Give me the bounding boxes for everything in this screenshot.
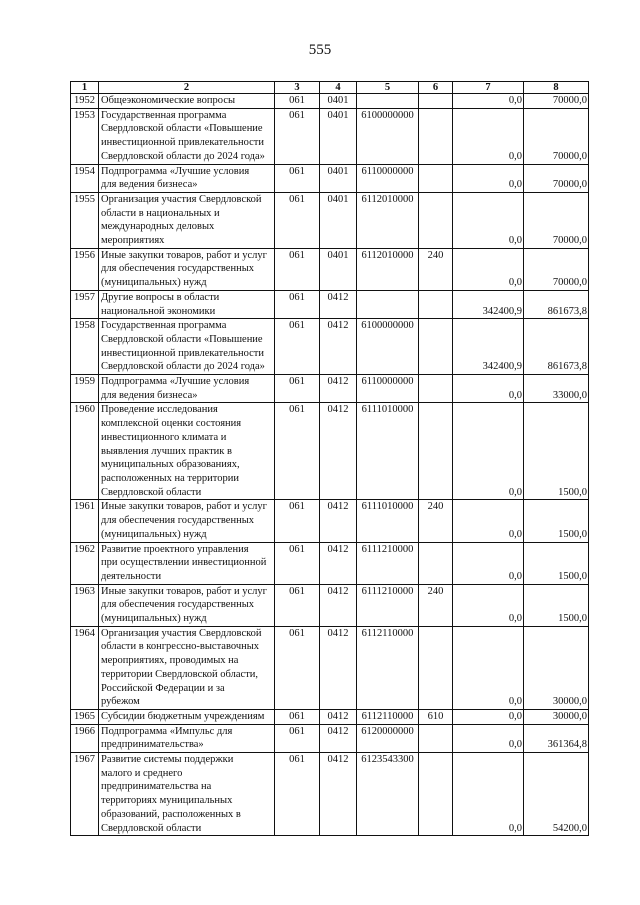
description-line: инвестиционной привлекательности (101, 137, 264, 149)
row-number: 1957 (71, 290, 99, 318)
amount-col7: 0,0 (453, 94, 524, 109)
chapter-code: 061 (275, 375, 320, 403)
row-description (99, 626, 275, 709)
row-description (99, 192, 275, 248)
row-number: 1964 (71, 626, 99, 709)
column-header: 1 (71, 82, 99, 94)
row-number: 1954 (71, 164, 99, 192)
description-line: при осуществлении инвестиционной (101, 557, 267, 569)
target-article-code: 6110000000 (357, 375, 419, 403)
section-code: 0401 (320, 108, 357, 164)
row-description (99, 542, 275, 584)
chapter-code: 061 (275, 108, 320, 164)
amount-col8: 70000,0 (524, 248, 589, 290)
section-code: 0412 (320, 724, 357, 752)
section-code: 0412 (320, 500, 357, 542)
amount-col8: 70000,0 (524, 192, 589, 248)
section-code: 0401 (320, 94, 357, 109)
description-line: для ведения бизнеса» (101, 389, 198, 401)
description-line: мероприятиях, проводимых на (101, 655, 239, 667)
description-line: территориях муниципальных (101, 795, 233, 807)
description-line: Свердловской области до 2024 года» (101, 361, 265, 373)
description-line: Другие вопросы в области (101, 291, 220, 303)
description-line: области в конгрессно-выставочных (101, 641, 260, 653)
expense-type-code: 240 (419, 248, 453, 290)
description-line: Государственная программа (101, 109, 227, 121)
chapter-code: 061 (275, 709, 320, 724)
description-line: Подпрограмма «Лучшие условия (101, 376, 250, 388)
budget-table (70, 81, 589, 836)
description-line: Иные закупки товаров, работ и услуг (101, 585, 267, 597)
description-line: образований, расположенных в (101, 808, 241, 820)
amount-col8: 70000,0 (524, 164, 589, 192)
amount-col8: 861673,8 (524, 319, 589, 375)
row-number: 1967 (71, 753, 99, 836)
target-article-code: 6112010000 (357, 192, 419, 248)
amount-col7: 0,0 (453, 626, 524, 709)
target-article-code: 6111210000 (357, 584, 419, 626)
description-line: (муниципальных) нужд (101, 528, 207, 540)
target-article-code: 6123543300 (357, 753, 419, 836)
row-description (99, 164, 275, 192)
chapter-code: 061 (275, 626, 320, 709)
target-article-code: 6112010000 (357, 248, 419, 290)
description-line: малого и среднего (101, 767, 183, 779)
row-description (99, 753, 275, 836)
column-header: 2 (99, 82, 275, 94)
target-article-code: 6112110000 (357, 626, 419, 709)
expense-type-code (419, 626, 453, 709)
table-row (71, 584, 589, 626)
row-description (99, 403, 275, 500)
column-header: 4 (320, 82, 357, 94)
expense-type-code (419, 542, 453, 584)
amount-col7: 342400,9 (453, 290, 524, 318)
amount-col7: 0,0 (453, 542, 524, 584)
row-description (99, 290, 275, 318)
row-description (99, 584, 275, 626)
target-article-code: 6100000000 (357, 108, 419, 164)
description-line: Подпрограмма «Импульс для (101, 725, 233, 737)
table-row (71, 248, 589, 290)
description-line: международных деловых (101, 221, 215, 233)
description-line: Российской Федерации и за (101, 682, 225, 694)
description-line: предпринимательства» (101, 739, 204, 751)
row-description (99, 375, 275, 403)
section-code: 0412 (320, 753, 357, 836)
section-code: 0412 (320, 626, 357, 709)
row-description (99, 94, 275, 109)
section-code: 0412 (320, 709, 357, 724)
table-row (71, 626, 589, 709)
target-article-code: 6112110000 (357, 709, 419, 724)
section-code: 0412 (320, 403, 357, 500)
row-number: 1966 (71, 724, 99, 752)
table-row (71, 94, 589, 109)
table-row (71, 500, 589, 542)
description-line: Иные закупки товаров, работ и услуг (101, 501, 267, 513)
target-article-code: 6100000000 (357, 319, 419, 375)
amount-col8: 54200,0 (524, 753, 589, 836)
chapter-code: 061 (275, 290, 320, 318)
description-line: расположенных на территории (101, 472, 239, 484)
section-code: 0401 (320, 248, 357, 290)
row-number: 1953 (71, 108, 99, 164)
row-number: 1955 (71, 192, 99, 248)
amount-col8: 70000,0 (524, 108, 589, 164)
expense-type-code: 240 (419, 584, 453, 626)
description-line: Проведение исследования (101, 404, 218, 416)
amount-col8: 861673,8 (524, 290, 589, 318)
page-number: 555 (308, 42, 332, 58)
amount-col8: 30000,0 (524, 626, 589, 709)
amount-col7: 0,0 (453, 164, 524, 192)
description-line: инвестиционной привлекательности (101, 347, 264, 359)
expense-type-code: 610 (419, 709, 453, 724)
chapter-code: 061 (275, 584, 320, 626)
expense-type-code (419, 94, 453, 109)
section-code: 0401 (320, 192, 357, 248)
column-header: 6 (419, 82, 453, 94)
row-number: 1965 (71, 709, 99, 724)
amount-col7: 0,0 (453, 375, 524, 403)
section-code: 0412 (320, 319, 357, 375)
expense-type-code (419, 724, 453, 752)
chapter-code: 061 (275, 164, 320, 192)
row-description (99, 319, 275, 375)
description-line: Свердловской области «Повышение (101, 333, 263, 345)
chapter-code: 061 (275, 94, 320, 109)
row-description (99, 248, 275, 290)
chapter-code: 061 (275, 403, 320, 500)
description-line: территории Свердловской области, (101, 668, 259, 680)
row-number: 1952 (71, 94, 99, 109)
table-row (71, 375, 589, 403)
description-line: Организация участия Свердловской (101, 193, 262, 205)
chapter-code: 061 (275, 753, 320, 836)
row-number: 1961 (71, 500, 99, 542)
amount-col7: 342400,9 (453, 319, 524, 375)
row-description (99, 108, 275, 164)
amount-col7: 0,0 (453, 403, 524, 500)
target-article-code (357, 94, 419, 109)
column-header: 7 (453, 82, 524, 94)
amount-col8: 30000,0 (524, 709, 589, 724)
expense-type-code (419, 290, 453, 318)
target-article-code: 6120000000 (357, 724, 419, 752)
table-row (71, 709, 589, 724)
target-article-code: 6110000000 (357, 164, 419, 192)
description-line: (муниципальных) нужд (101, 277, 207, 289)
expense-type-code (419, 164, 453, 192)
description-line: Свердловской области (101, 822, 202, 834)
description-line: Государственная программа (101, 320, 227, 332)
description-line: предпринимательства на (101, 781, 212, 793)
table-row (71, 319, 589, 375)
chapter-code: 061 (275, 500, 320, 542)
section-code: 0412 (320, 290, 357, 318)
amount-col7: 0,0 (453, 753, 524, 836)
amount-col7: 0,0 (453, 248, 524, 290)
expense-type-code (419, 403, 453, 500)
section-code: 0412 (320, 375, 357, 403)
section-code: 0412 (320, 542, 357, 584)
table-row (71, 724, 589, 752)
description-line: Иные закупки товаров, работ и услуг (101, 249, 267, 261)
amount-col7: 0,0 (453, 724, 524, 752)
row-number: 1962 (71, 542, 99, 584)
description-line: Организация участия Свердловской (101, 627, 262, 639)
row-description (99, 709, 275, 724)
expense-type-code (419, 375, 453, 403)
amount-col8: 33000,0 (524, 375, 589, 403)
description-line: для обеспечения государственных (101, 263, 254, 275)
description-line: комплексной оценки состояния (101, 418, 242, 430)
expense-type-code (419, 753, 453, 836)
row-description (99, 500, 275, 542)
amount-col8: 70000,0 (524, 94, 589, 109)
chapter-code: 061 (275, 319, 320, 375)
description-line: инвестиционного климата и (101, 431, 227, 443)
description-line: для обеспечения государственных (101, 599, 254, 611)
row-number: 1956 (71, 248, 99, 290)
description-line: Развитие системы поддержки (101, 754, 234, 766)
amount-col7: 0,0 (453, 500, 524, 542)
amount-col7: 0,0 (453, 108, 524, 164)
target-article-code: 6111010000 (357, 403, 419, 500)
header-row (71, 82, 589, 94)
amount-col7: 0,0 (453, 709, 524, 724)
description-line: Подпрограмма «Лучшие условия (101, 165, 250, 177)
amount-col8: 1500,0 (524, 403, 589, 500)
row-number: 1959 (71, 375, 99, 403)
expense-type-code (419, 108, 453, 164)
row-description (99, 724, 275, 752)
table-row (71, 403, 589, 500)
description-line: деятельности (101, 570, 162, 582)
chapter-code: 061 (275, 724, 320, 752)
description-line: Свердловской области (101, 486, 202, 498)
description-line: для ведения бизнеса» (101, 179, 198, 191)
chapter-code: 061 (275, 192, 320, 248)
description-line: для обеспечения государственных (101, 515, 254, 527)
amount-col8: 1500,0 (524, 584, 589, 626)
description-line: выявления лучших практик в (101, 445, 232, 457)
description-line: муниципальных образованиях, (101, 459, 240, 471)
amount-col8: 361364,8 (524, 724, 589, 752)
table-row (71, 753, 589, 836)
description-line: области в национальных и (101, 207, 220, 219)
table-row (71, 108, 589, 164)
description-line: рубежом (101, 696, 140, 708)
table-row (71, 290, 589, 318)
expense-type-code (419, 319, 453, 375)
table-row (71, 542, 589, 584)
description-line: Свердловской области до 2024 года» (101, 150, 265, 162)
section-code: 0412 (320, 584, 357, 626)
table-row (71, 164, 589, 192)
amount-col7: 0,0 (453, 192, 524, 248)
row-number: 1958 (71, 319, 99, 375)
chapter-code: 061 (275, 542, 320, 584)
row-number: 1963 (71, 584, 99, 626)
description-line: Общеэкономические вопросы (101, 95, 236, 106)
description-line: Субсидии бюджетным учреждениям (101, 710, 265, 722)
row-number: 1960 (71, 403, 99, 500)
chapter-code: 061 (275, 248, 320, 290)
column-header: 8 (524, 82, 589, 94)
target-article-code: 6111210000 (357, 542, 419, 584)
amount-col7: 0,0 (453, 584, 524, 626)
table-row (71, 192, 589, 248)
description-line: Развитие проектного управления (101, 543, 249, 555)
description-line: Свердловской области «Повышение (101, 123, 263, 135)
column-header: 5 (357, 82, 419, 94)
expense-type-code (419, 192, 453, 248)
amount-col8: 1500,0 (524, 500, 589, 542)
description-line: национальной экономики (101, 305, 216, 317)
description-line: мероприятиях (101, 235, 165, 247)
amount-col8: 1500,0 (524, 542, 589, 584)
description-line: (муниципальных) нужд (101, 613, 207, 625)
target-article-code: 6111010000 (357, 500, 419, 542)
column-header: 3 (275, 82, 320, 94)
target-article-code (357, 290, 419, 318)
section-code: 0401 (320, 164, 357, 192)
expense-type-code: 240 (419, 500, 453, 542)
